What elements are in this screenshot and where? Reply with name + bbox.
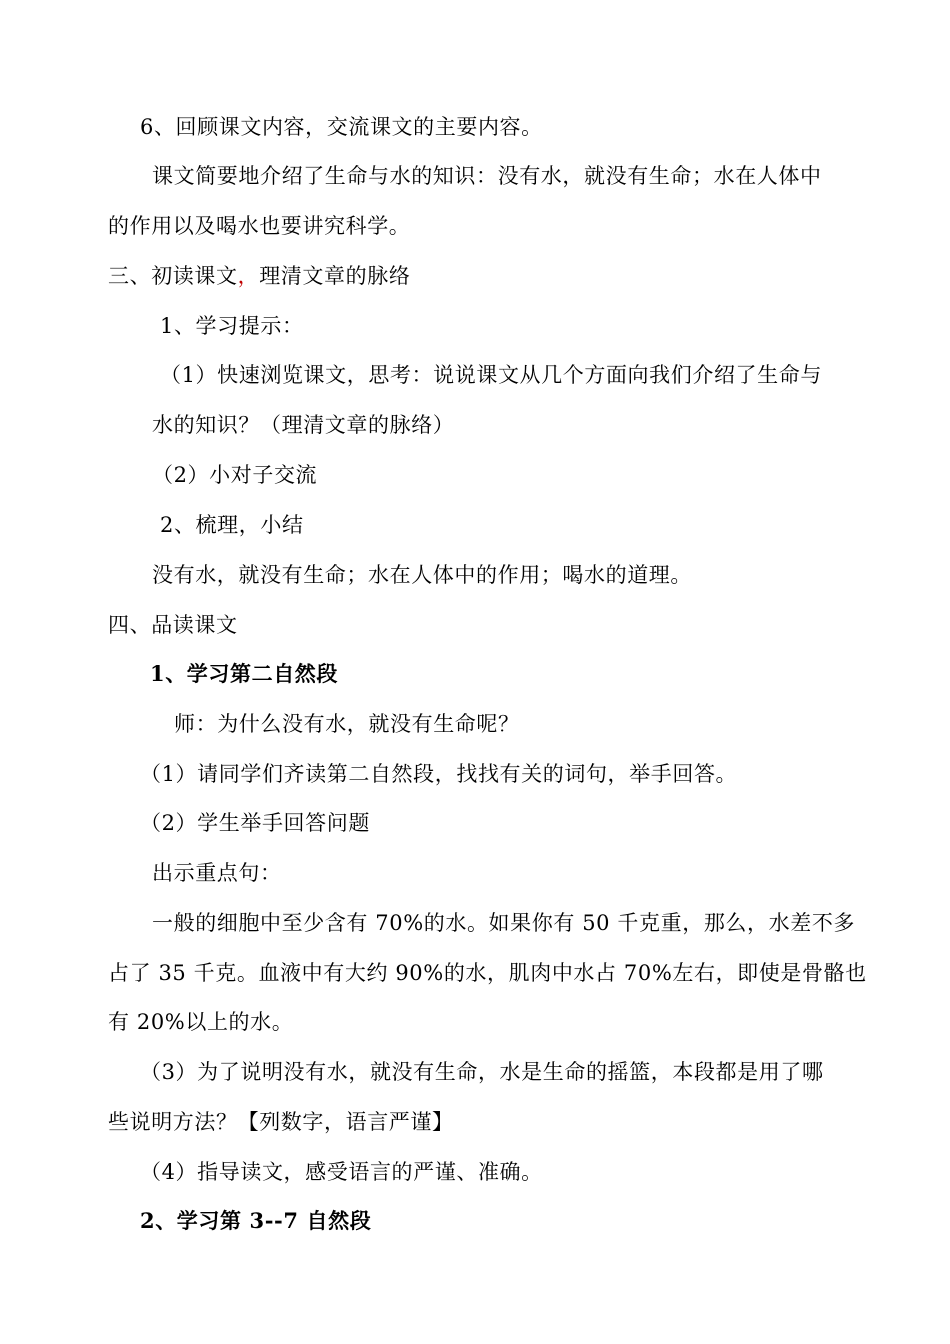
- text-line-study-tips: 1、学习提示：: [160, 314, 304, 338]
- text-line-key-sentence-part-2: 占了 35 千克。血液中有大约 90%的水，肌肉中水占 70%左右，即使是骨骼也: [108, 961, 867, 985]
- text-line-tip-1-part-1: （1）快速浏览课文，思考：说说课文从几个方面向我们介绍了生命与: [160, 363, 822, 387]
- section-heading-3: [108, 261, 410, 291]
- text-line-step-2: （2）学生举手回答问题: [140, 811, 370, 835]
- text-line-tip-2: （2）小对子交流: [152, 463, 318, 487]
- section-heading-4: 四、品读课文: [108, 613, 238, 637]
- text-line-tip-1-part-2: 水的知识？（理清文章的脉络）: [152, 413, 455, 437]
- text-line-key-sentence-label: 出示重点句：: [152, 861, 282, 885]
- text-line-key-sentence-part-3: 有 20%以上的水。: [108, 1010, 294, 1034]
- subheading-paragraph-2: 1、学习第二自然段: [150, 661, 339, 686]
- section-heading-3-red-comma: ，: [237, 264, 260, 288]
- text-line-step-4: （4）指导读文，感受语言的严谨、准确。: [140, 1160, 543, 1184]
- section-heading-3-text-after: 理清文章的脉络: [259, 264, 411, 288]
- subheading-paragraphs-3-7: 2、学习第 3--7 自然段: [140, 1208, 372, 1233]
- section-heading-3-text-before: 三、初读课文: [108, 264, 238, 288]
- text-line-summary-content: 没有水，就没有生命；水在人体中的作用；喝水的道理。: [152, 563, 692, 587]
- text-line-step-1: （1）请同学们齐读第二自然段，找找有关的词句，举手回答。: [140, 762, 738, 786]
- text-line-teacher-question: 师：为什么没有水，就没有生命呢？: [174, 712, 520, 736]
- text-line-step-3-part-2: 些说明方法？【列数字，语言严谨】: [108, 1110, 454, 1134]
- text-line-step-3-part-1: （3）为了说明没有水，就没有生命，水是生命的摇篮，本段都是用了哪: [140, 1060, 824, 1084]
- text-line-key-sentence-part-1: 一般的细胞中至少含有 70%的水。如果你有 50 千克重，那么，水差不多: [152, 911, 856, 935]
- text-line-summary-part-1: 课文简要地介绍了生命与水的知识：没有水，就没有生命；水在人体中: [152, 164, 822, 188]
- text-line-sort-summary: 2、梳理，小结: [160, 513, 304, 537]
- text-line-summary-part-2: 的作用以及喝水也要讲究科学。: [108, 214, 411, 238]
- text-line-review-item-6: 6、回顾课文内容，交流课文的主要内容。: [140, 115, 543, 139]
